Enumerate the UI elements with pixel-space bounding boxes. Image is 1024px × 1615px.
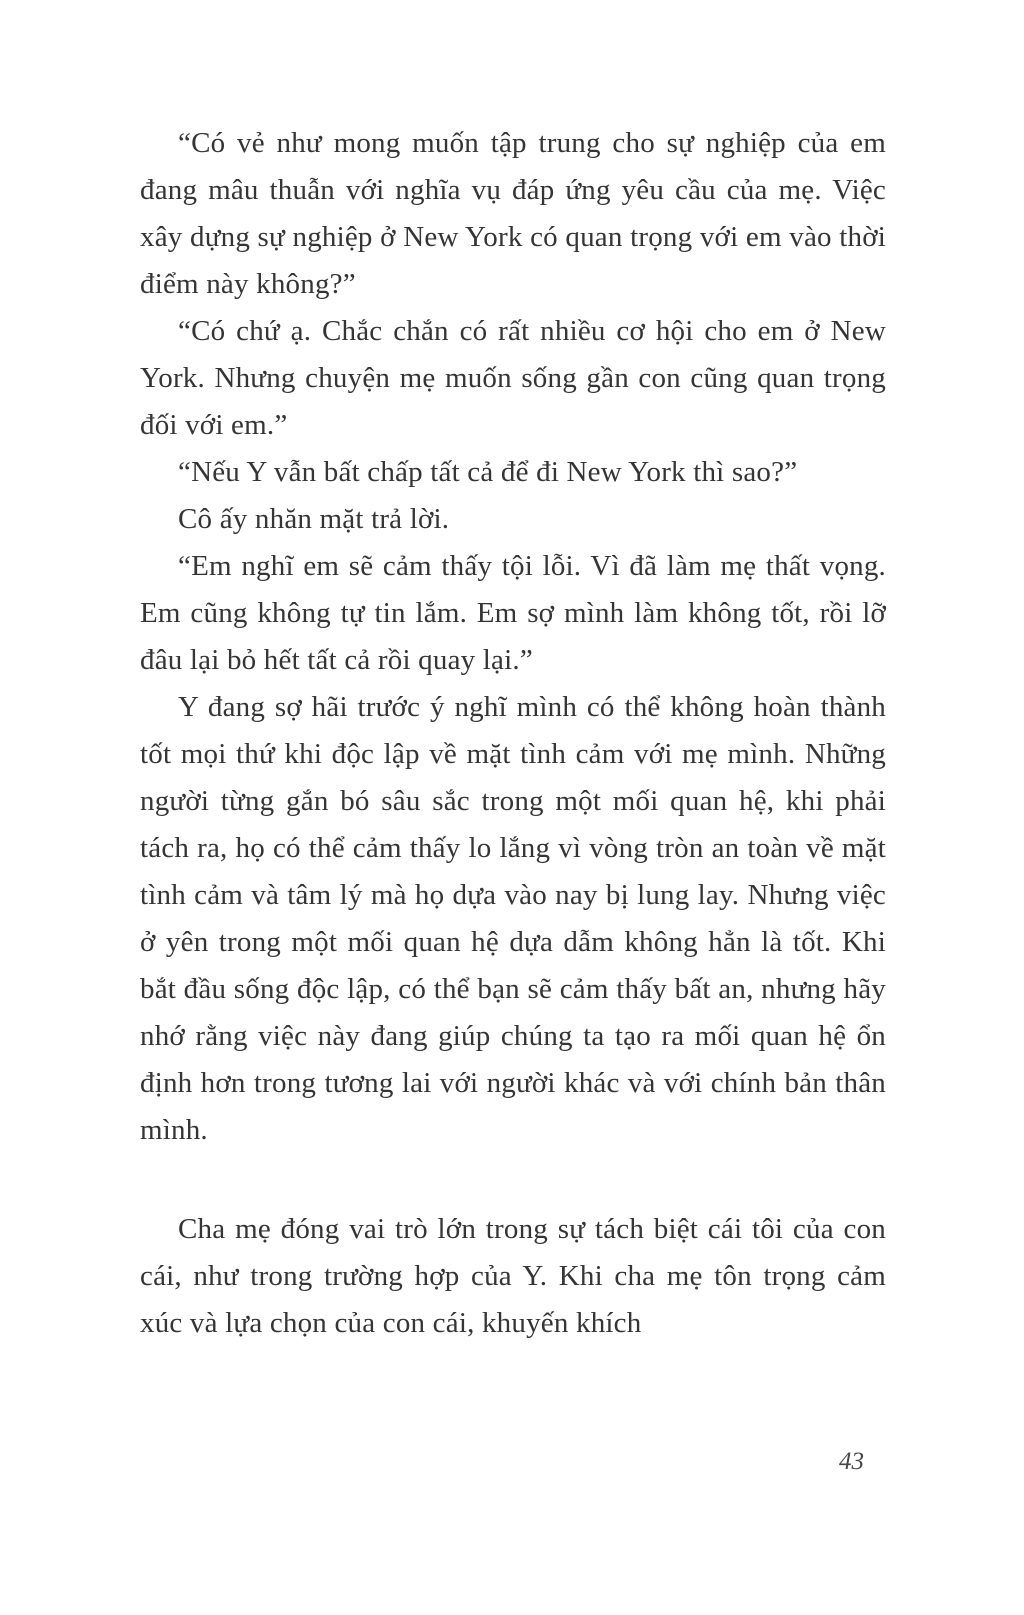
paragraph: “Có chứ ạ. Chắc chắn có rất nhiều cơ hội cho em ở New York. Nhưng chuyện mẹ muốn sống gần con cũng quan trọng đối với em.”: [140, 315, 886, 441]
page-content: [140, 120, 886, 1347]
page-number: 43: [839, 1448, 864, 1475]
paragraph: “Nếu Y vẫn bất chấp tất cả để đi New York thì sao?”: [178, 456, 798, 488]
paragraph: Cha mẹ đóng vai trò lớn trong sự tách biệt cái tôi của con cái, như trong trường hợp của Y. Khi cha mẹ tôn trọng cảm xúc và lựa chọn của con cái, khuyến khích: [140, 1213, 886, 1339]
paragraph: Cô ấy nhăn mặt trả lời.: [178, 503, 450, 535]
paragraph: Y đang sợ hãi trước ý nghĩ mình có thể không hoàn thành tốt mọi thứ khi độc lập về mặt tình cảm với mẹ mình. Những người từng gắn bó sâu sắc trong một mối quan hệ, khi phải tách ra, họ có thể cảm thấy lo lắng vì vòng tròn an toàn về mặt tình cảm và tâm lý mà họ dựa vào nay bị lung lay. Nhưng việc ở yên trong một mối quan hệ dựa dẫm không hẳn là tốt. Khi bắt đầu sống độc lập, có thể bạn sẽ cảm thấy bất an, nhưng hãy nhớ rằng việc này đang giúp chúng ta tạo ra mối quan hệ ổn định hơn trong tương lai với người khác và với chính bản thân mình.: [140, 691, 886, 1146]
paragraph: “Có vẻ như mong muốn tập trung cho sự nghiệp của em đang mâu thuẫn với nghĩa vụ đáp ứng yêu cầu của mẹ. Việc xây dựng sự nghiệp ở New York có quan trọng với em vào thời điểm này không?”: [140, 127, 886, 300]
paragraph: “Em nghĩ em sẽ cảm thấy tội lỗi. Vì đã làm mẹ thất vọng. Em cũng không tự tin lắm. Em sợ mình làm không tốt, rồi lỡ đâu lại bỏ hết tất cả rồi quay lại.”: [140, 550, 886, 676]
